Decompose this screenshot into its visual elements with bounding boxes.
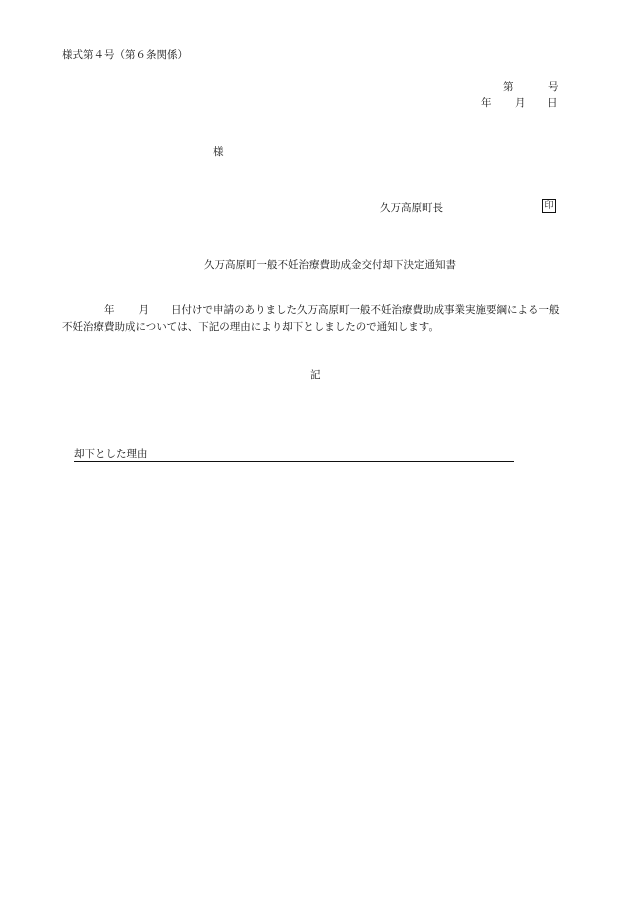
form-number: 様式第４号（第６条関係） bbox=[62, 49, 188, 61]
document-number-prefix: 第 bbox=[503, 81, 514, 93]
ki-heading: 記 bbox=[310, 369, 321, 381]
document-title: 久万高原町一般不妊治療費助成金交付却下決定通知書 bbox=[204, 259, 456, 271]
date-day: 日 bbox=[547, 97, 558, 109]
rejection-reason-line bbox=[74, 447, 514, 462]
sender-name: 久万高原町長 bbox=[380, 202, 443, 214]
date-month: 月 bbox=[515, 97, 526, 109]
body-line-1-rest: 日付けで申請のありました久万高原町一般不妊治療費助成事業実施要綱による一般 bbox=[171, 304, 560, 316]
body-month: 月 bbox=[138, 304, 149, 316]
date-year: 年 bbox=[481, 97, 492, 109]
body-line-2: 不妊治療費助成については、下記の理由により却下としましたので通知します。 bbox=[62, 321, 439, 333]
body-text bbox=[62, 302, 572, 336]
document-number-suffix: 号 bbox=[548, 81, 559, 93]
seal-stamp: 印 bbox=[542, 199, 556, 213]
addressee-honorific: 様 bbox=[213, 146, 224, 158]
body-year: 年 bbox=[104, 304, 115, 316]
rejection-reason-label: 却下とした理由 bbox=[74, 448, 148, 460]
body-line-1 bbox=[62, 302, 572, 319]
